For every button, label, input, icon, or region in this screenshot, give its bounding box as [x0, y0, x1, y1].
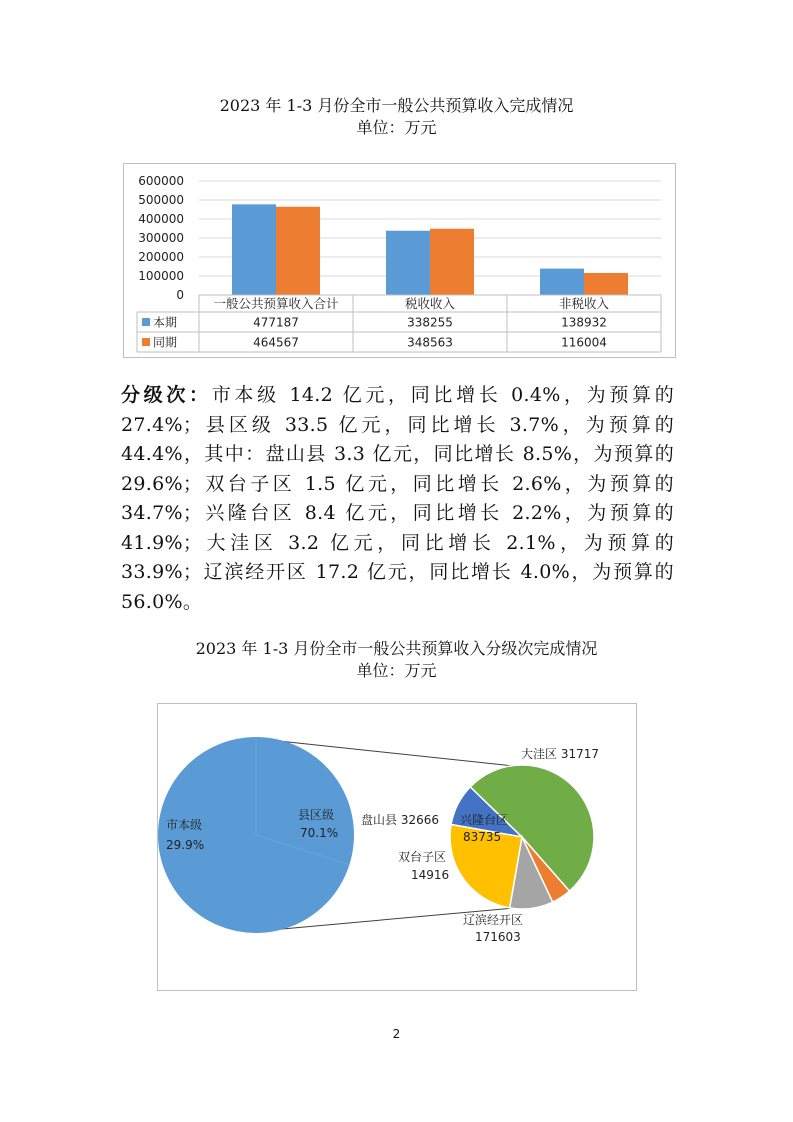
label-panshan: 盘山县 32666 — [361, 813, 439, 827]
legend-label: 同期 — [153, 335, 178, 350]
y-tick-label: 200000 — [138, 250, 184, 264]
label-county-level-pct: 70.1% — [300, 826, 339, 840]
category-label: 税收收入 — [404, 296, 456, 311]
data-label: 348563 — [407, 335, 453, 350]
label-shuangtaizi-value: 14916 — [411, 868, 450, 882]
paragraph-text: 市本级 14.2 亿元，同比增长 0.4%，为预算的 27.4%；县区级 33.5 亿元，同比增长 3.7%，为预算的 44.4%，其中：盘山县 3.3 亿元，同比增长 8.5%，为预算的 29.6%；双台子区 1.5 亿元，同比增长 2.6%，为预算的 34.7%；兴隆台区 8.4 亿元，同比增长 2.2%，为预算的 41.9%；大洼区 3.2 亿元，同比增长 2.1%，为预算的 33.9%；辽滨经开区 17.2 亿元，同比增长 4.0%，为预算的 56.0%。 — [121, 384, 675, 613]
y-tick-label: 300000 — [138, 231, 184, 245]
bar-current — [232, 204, 276, 295]
bar-prior — [430, 229, 474, 295]
label-xinglongtai-value: 83735 — [463, 830, 502, 844]
y-tick-label: 0 — [176, 288, 184, 302]
data-label: 338255 — [407, 315, 453, 330]
bar-current — [540, 269, 584, 295]
legend-swatch — [142, 338, 150, 346]
label-liaobin-value: 171603 — [475, 930, 521, 944]
label-city-level-name: 市本级 — [166, 818, 203, 832]
label-dawa: 大洼区 31717 — [521, 747, 599, 761]
page-number: 2 — [392, 1027, 401, 1041]
data-label: 116004 — [561, 335, 607, 350]
data-label: 138932 — [561, 315, 607, 330]
legend-swatch — [142, 318, 150, 326]
pie-chart-frame — [157, 703, 637, 991]
y-tick-label: 100000 — [138, 269, 184, 283]
bar-prior — [276, 207, 320, 295]
y-tick-label: 600000 — [138, 174, 184, 188]
bar-chart-title: 2023 年 1-3 月份全市一般公共预算收入完成情况 — [219, 96, 574, 115]
category-label: 非税收入 — [558, 296, 610, 311]
label-xinglongtai-name: 兴隆台区 — [460, 813, 509, 827]
bar-current — [386, 231, 430, 295]
legend-label: 本期 — [153, 315, 178, 330]
label-county-level-name: 县区级 — [298, 808, 335, 822]
bar-chart — [124, 164, 675, 357]
pie-chart-unit: 单位：万元 — [356, 661, 437, 680]
y-tick-label: 400000 — [138, 212, 184, 226]
label-city-level-pct: 29.9% — [166, 838, 205, 852]
pie-chart-title: 2023 年 1-3 月份全市一般公共预算收入分级次完成情况 — [195, 639, 598, 658]
bar-chart-frame — [123, 163, 676, 358]
label-liaobin-name: 辽滨经开区 — [463, 913, 524, 927]
pie-of-pie-chart — [158, 704, 636, 990]
label-shuangtaizi-name: 双台子区 — [398, 850, 447, 864]
data-label: 477187 — [253, 315, 299, 330]
bar-prior — [584, 273, 628, 295]
data-label: 464567 — [253, 335, 299, 350]
category-label: 一般公共预算收入合计 — [213, 296, 339, 311]
y-tick-label: 500000 — [138, 193, 184, 207]
body-paragraph — [121, 381, 674, 617]
bar-chart-unit: 单位：万元 — [356, 118, 437, 137]
paragraph-lead: 分级次： — [121, 384, 212, 406]
